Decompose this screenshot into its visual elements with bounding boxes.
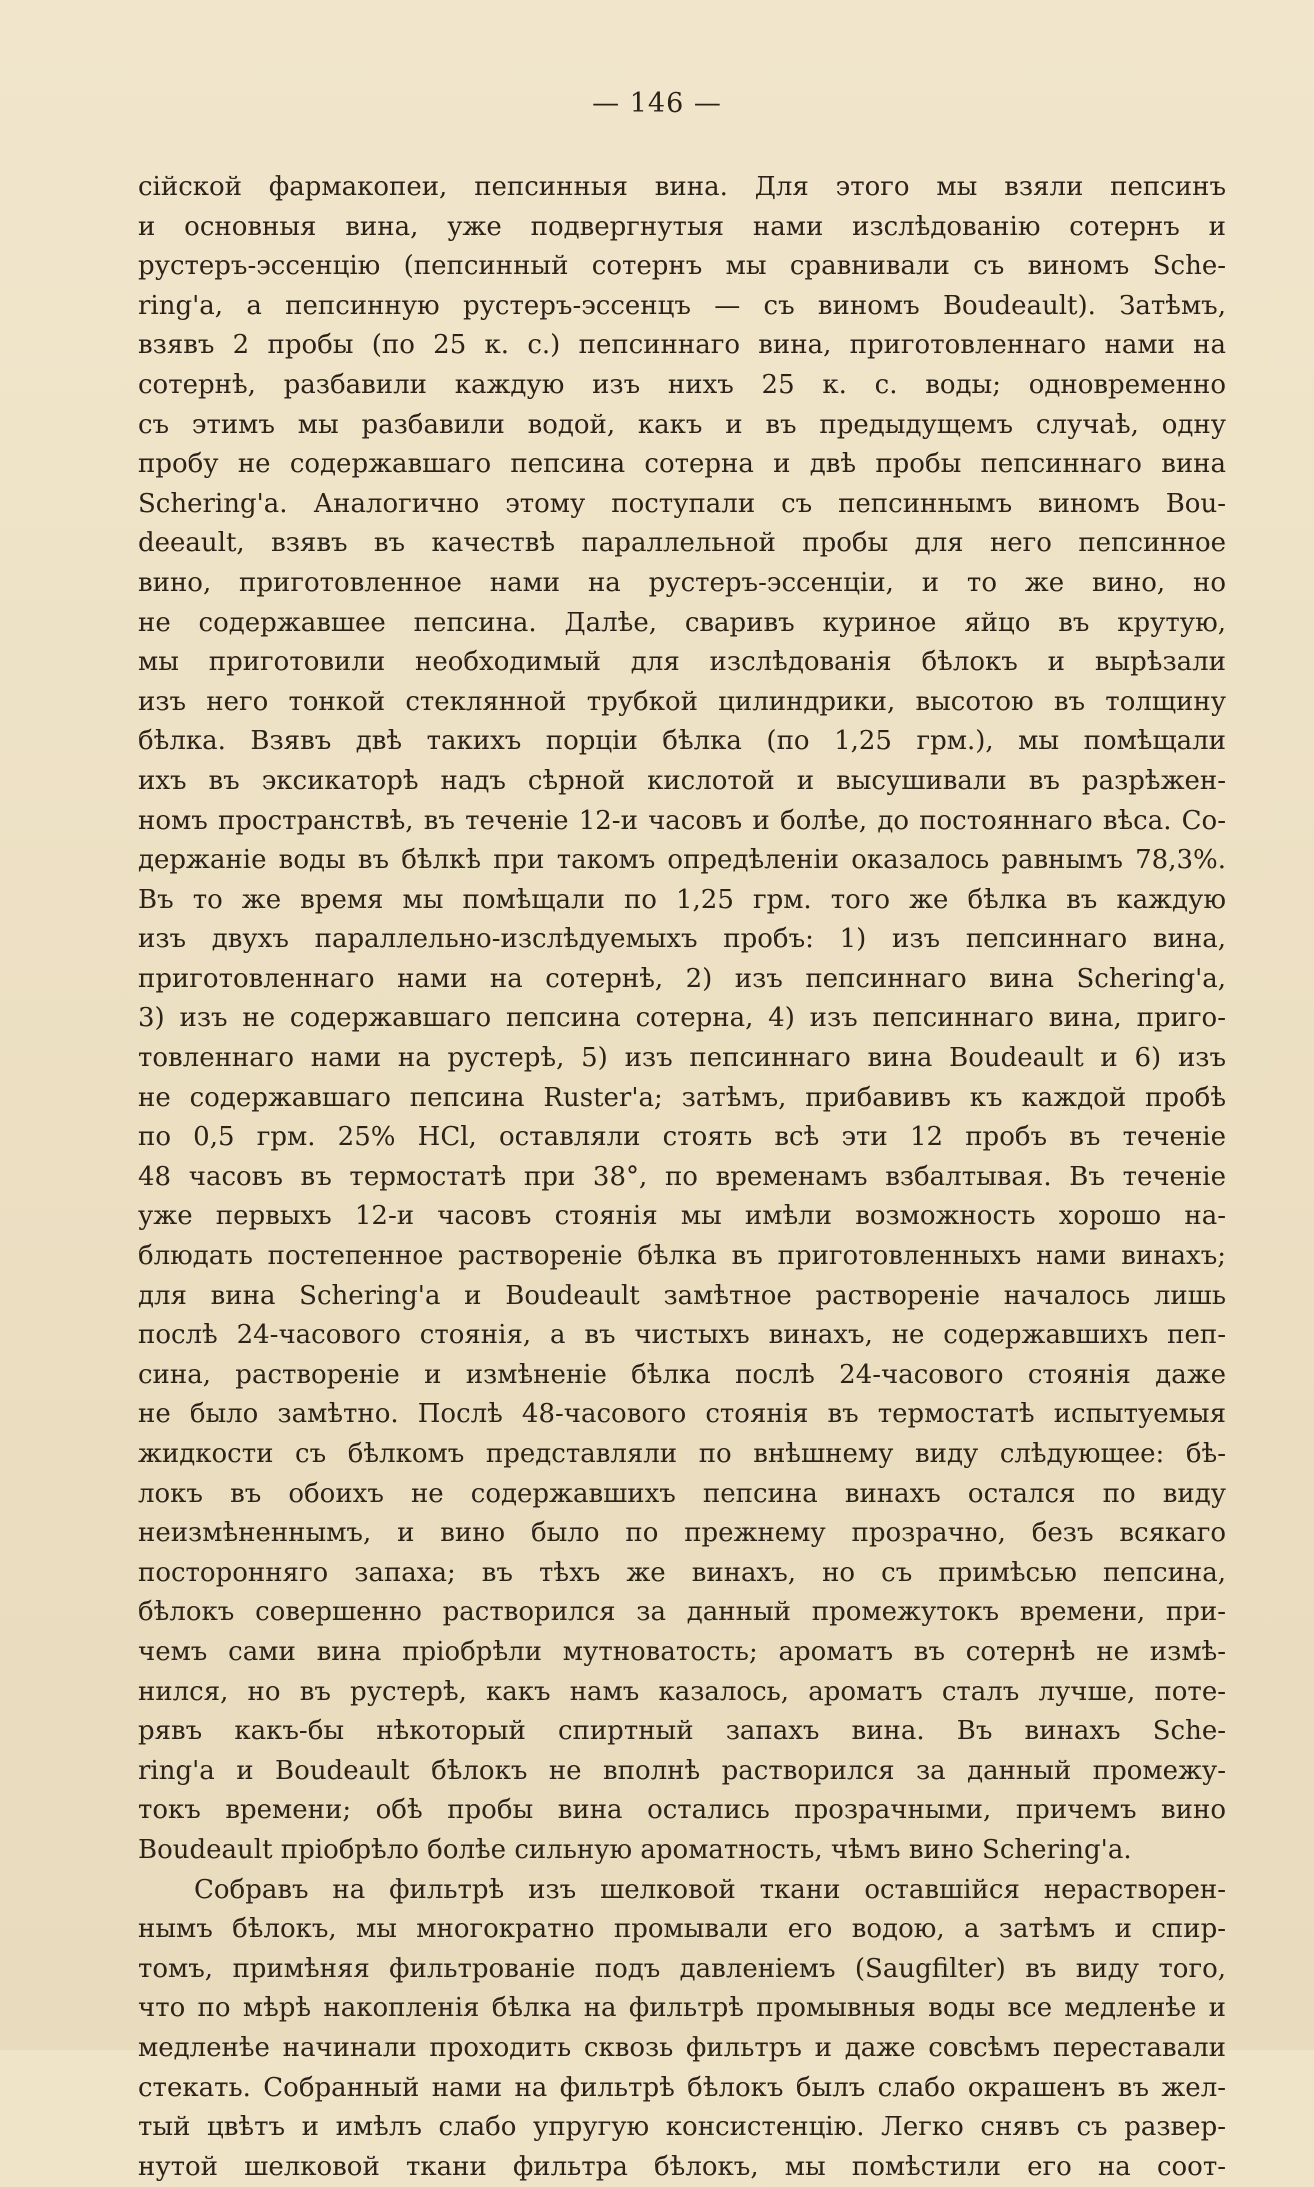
text-line: Собравъ на фильтрѣ изъ шелковой ткани оставшійся нерастворен- bbox=[194, 1874, 1226, 1905]
text-line: бѣлокъ совершенно растворился за данный промежутокъ времени, при- bbox=[138, 1597, 1226, 1628]
text-line: Schering'а. Аналогично этому поступали съ пепсиннымъ виномъ Bou- bbox=[138, 488, 1226, 519]
text-line: съ этимъ мы разбавили водой, какъ и въ предыдущемъ случаѣ, одну bbox=[138, 409, 1226, 440]
text-line: ring'а, а пепсинную рустеръ-эссенцъ — съ виномъ Boudeault). Затѣмъ, bbox=[138, 290, 1226, 321]
text-line: по 0,5 грм. 25% HCl, оставляли стоять всѣ эти 12 пробъ въ теченіе bbox=[138, 1122, 1226, 1153]
text-line: пробу не содержавшаго пепсина сотерна и двѣ пробы пепсиннаго вина bbox=[138, 449, 1226, 480]
page-number: — 146 — bbox=[592, 88, 722, 119]
text-line: вино, приготовленное нами на рустеръ-эссенціи, и то же вино, но bbox=[138, 567, 1226, 598]
text-line: не содержавшее пепсина. Далѣе, сваривъ куриное яйцо въ крутую, bbox=[138, 607, 1226, 638]
text-line: нутой шелковой ткани фильтра бѣлокъ, мы помѣстили его на соот- bbox=[138, 2151, 1226, 2182]
text-line: deeault, взявъ въ качествѣ параллельной пробы для него пепсинное bbox=[138, 528, 1226, 559]
text-line: изъ двухъ параллельно-изслѣдуемыхъ пробъ: 1) изъ пепсиннаго вина, bbox=[138, 924, 1226, 955]
text-line: взявъ 2 пробы (по 25 к. с.) пепсиннаго вина, приготовленнаго нами на bbox=[138, 330, 1226, 361]
text-line: приготовленнаго нами на сотернѣ, 2) изъ пепсиннаго вина Schering'а, bbox=[138, 963, 1226, 994]
text-line: сотернѣ, разбавили каждую изъ нихъ 25 к. с. воды; одновременно bbox=[138, 369, 1226, 400]
text-line: неизмѣненнымъ, и вино было по прежнему прозрачно, безъ всякаго bbox=[138, 1518, 1226, 1549]
text-line: бѣлка. Взявъ двѣ такихъ порціи бѣлка (по 1,25 грм.), мы помѣщали bbox=[138, 726, 1226, 757]
text-line: медленѣе начинали проходить сквозь фильтръ и даже совсѣмъ переставали bbox=[138, 2032, 1226, 2063]
text-line: ring'а и Boudeault бѣлокъ не вполнѣ растворился за данный промежу- bbox=[138, 1755, 1226, 1786]
text-line: блюдать постепенное раствореніе бѣлка въ приготовленныхъ нами винахъ; bbox=[138, 1241, 1226, 1272]
text-line: держаніе воды въ бѣлкѣ при такомъ опредѣленіи оказалось равнымъ 78,3%. bbox=[138, 845, 1226, 876]
text-line: для вина Schering'а и Boudeault замѣтное раствореніе началось лишь bbox=[138, 1280, 1226, 1311]
text-line: 3) изъ не содержавшаго пепсина сотерна, 4) изъ пепсиннаго вина, приго- bbox=[138, 1003, 1226, 1034]
text-line: нился, но въ рустерѣ, какъ намъ казалось, ароматъ сталъ лучше, поте- bbox=[138, 1676, 1226, 1707]
text-line: нымъ бѣлокъ, мы многократно промывали его водою, а затѣмъ и спир- bbox=[138, 1914, 1226, 1945]
text-line: изъ него тонкой стеклянной трубкой цилиндрики, высотою въ толщину bbox=[138, 686, 1226, 717]
text-line: уже первыхъ 12-и часовъ стоянія мы имѣли возможность хорошо на- bbox=[138, 1201, 1226, 1232]
text-line: тый цвѣтъ и имѣлъ слабо упругую консистенцію. Легко снявъ съ развер- bbox=[138, 2112, 1226, 2143]
text-line: сійской фармакопеи, пепсинныя вина. Для этого мы взяли пепсинъ bbox=[138, 172, 1226, 202]
text-line: что по мѣрѣ накопленія бѣлка на фильтрѣ промывныя воды все медленѣе и bbox=[138, 1993, 1226, 2024]
text-line: Boudeault пріобрѣло болѣе сильную ароматность, чѣмъ вино Schering'а. bbox=[138, 1834, 1132, 1865]
text-line: рявъ какъ-бы нѣкоторый спиртный запахъ вина. Въ винахъ Sche- bbox=[138, 1716, 1226, 1747]
text-line: послѣ 24-часового стоянія, а въ чистыхъ винахъ, не содержавшихъ пеп- bbox=[138, 1320, 1226, 1351]
text-line: Въ то же время мы помѣщали по 1,25 грм. того же бѣлка въ каждую bbox=[138, 884, 1226, 915]
text-line: ихъ въ эксикаторѣ надъ сѣрной кислотой и высушивали въ разрѣжен- bbox=[138, 765, 1226, 796]
text-line: локъ въ обоихъ не содержавшихъ пепсина винахъ остался по виду bbox=[138, 1478, 1226, 1509]
text-line: товленнаго нами на рустерѣ, 5) изъ пепсиннаго вина Boudeault и 6) изъ bbox=[138, 1043, 1226, 1074]
text-line: томъ, примѣняя фильтрованіе подъ давленіемъ (Saugfilter) въ виду того, bbox=[138, 1953, 1226, 1984]
text-line: сина, раствореніе и измѣненіе бѣлка послѣ 24-часового стоянія даже bbox=[138, 1359, 1226, 1390]
text-line: и основныя вина, уже подвергнутыя нами изслѣдованію сотернъ и bbox=[138, 211, 1226, 242]
text-line: жидкости съ бѣлкомъ представляли по внѣшнему виду слѣдующее: бѣ- bbox=[138, 1439, 1226, 1469]
body-text bbox=[138, 168, 1226, 2187]
text-line: не содержавшаго пепсина Ruster'а; затѣмъ, прибавивъ къ каждой пробѣ bbox=[138, 1082, 1226, 1113]
text-line: рустеръ-эссенцію (пепсинный сотернъ мы сравнивали съ виномъ Sche- bbox=[138, 251, 1226, 282]
text-line: посторонняго запаха; въ тѣхъ же винахъ, но съ примѣсью пепсина, bbox=[138, 1557, 1226, 1588]
text-line: чемъ сами вина пріобрѣли мутноватость; ароматъ въ сотернѣ не измѣ- bbox=[138, 1636, 1226, 1667]
text-line: не было замѣтно. Послѣ 48-часового стоянія въ термостатѣ испытуемыя bbox=[138, 1399, 1226, 1430]
text-line: номъ пространствѣ, въ теченіе 12-и часовъ и болѣе, до постояннаго вѣса. Со- bbox=[138, 805, 1226, 836]
text-line: мы приготовили необходимый для изслѣдованія бѣлокъ и вырѣзали bbox=[138, 647, 1226, 678]
text-line: стекать. Собранный нами на фильтрѣ бѣлокъ былъ слабо окрашенъ въ жел- bbox=[138, 2072, 1226, 2103]
text-line: токъ времени; обѣ пробы вина остались прозрачными, причемъ вино bbox=[138, 1795, 1226, 1826]
text-line: 48 часовъ въ термостатѣ при 38°, по временамъ взбалтывая. Въ теченіе bbox=[138, 1161, 1226, 1192]
